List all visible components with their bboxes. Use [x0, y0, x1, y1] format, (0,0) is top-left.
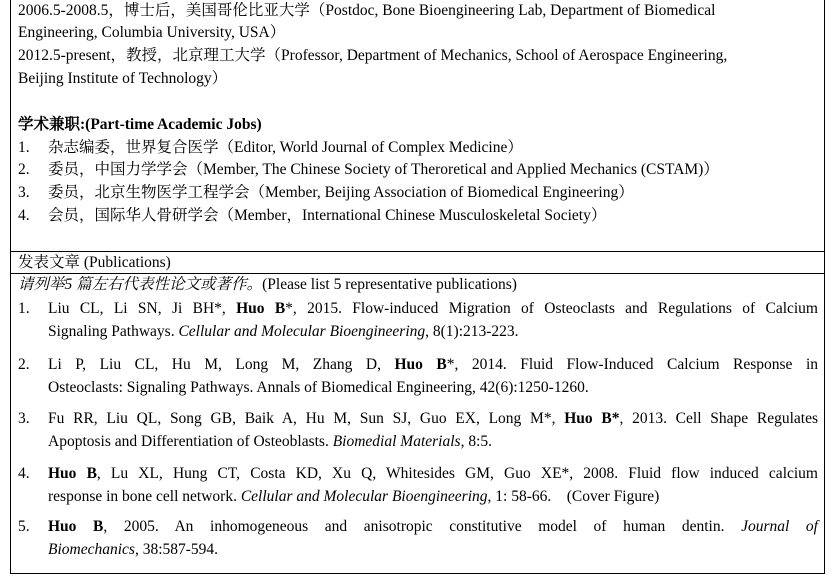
publications-heading: 发表文章 (Publications): [18, 254, 171, 271]
job-item: [18, 138, 523, 158]
publication-item: [48, 462, 818, 508]
citation-text: *, 2014. Fluid Flow-Induced Calcium Response in: [446, 356, 819, 373]
citation-text: , 2005. An inhomogeneous and anisotropic constitutive model of human dentin.: [103, 518, 742, 535]
citation-text: Signaling Pathways.: [48, 323, 179, 340]
citation-text: Osteoclasts: Signaling Pathways. Annals of Biomedical Engineering, 42(6):1250-1260.: [48, 379, 589, 396]
citation-text: , 2013. Cell Shape Regulates: [619, 410, 818, 427]
publication-line-2: [48, 376, 818, 399]
publication-number: 1.: [18, 300, 30, 317]
citation-text: Apoptosis and Differentiation of Osteoblasts.: [48, 433, 333, 450]
citation-details: , 8(1):213-223.: [425, 323, 519, 340]
citation-text: *, 2015. Flow-induced Migration of Osteoclasts and Regulations of Calcium: [285, 300, 818, 317]
job-text: 会员，国际华人骨研学会（Member，International Chinese Musculoskeletal Society）: [48, 207, 607, 224]
citation-details: , 1: 58-66. (Cover Figure): [487, 488, 660, 505]
journal-name: Cellular and Molecular Bioengineering: [240, 488, 488, 505]
publication-line-2: [48, 485, 818, 508]
publication-line-2: [48, 430, 818, 453]
journal-name: Cellular and Molecular Bioengineering: [178, 323, 426, 340]
experience-1-line-1: 2006.5-2008.5，博士后，美国哥伦比亚大学（Postdoc, Bone Bioengineering Lab, Department of Biomedical: [18, 2, 716, 19]
journal-name: Biomedial Materials: [332, 433, 461, 450]
publication-line-1: [48, 353, 818, 376]
author-highlight: Huo B*: [564, 410, 620, 427]
authors: Liu CL, Li SN, Ji BH*,: [48, 300, 237, 317]
author-highlight: Huo B: [236, 300, 286, 317]
job-text: 委员，北京生物医学工程学会（Member, Beijing Association of Biomedical Engineering）: [48, 184, 634, 201]
citation-text: response in bone cell network.: [48, 488, 241, 505]
publications-instruction: [18, 275, 517, 295]
job-number: 4.: [18, 207, 30, 224]
part-time-jobs-heading: 学术兼职:(Part-time Academic Jobs): [18, 116, 262, 133]
publication-number: 2.: [18, 356, 30, 373]
citation-text: , Lu XL, Hung CT, Costa KD, Xu Q, Whitesides GM, Guo XE*, 2008. Fluid flow induced calcium: [96, 465, 818, 482]
journal-name: Journal of: [741, 518, 818, 535]
publication-line-2: [48, 320, 818, 343]
author-highlight: Huo B: [394, 356, 447, 373]
job-text: 杂志编委，世界复合医学（Editor, World Journal of Complex Medicine）: [48, 139, 523, 156]
publication-line-1: [48, 515, 818, 538]
publication-line-1: [48, 407, 818, 430]
author-highlight: Huo B: [48, 465, 97, 482]
publication-item: [48, 353, 818, 399]
authors: Li P, Liu CL, Hu M, Long M, Zhang D,: [48, 356, 395, 373]
cv-table: [10, 0, 825, 574]
job-number: 1.: [18, 139, 30, 156]
publication-number: 4.: [18, 465, 30, 482]
experience-2-line-1: 2012.5-present，教授，北京理工大学（Professor, Department of Mechanics, School of Aerospace Engineering,: [18, 47, 728, 64]
job-item: [18, 160, 719, 180]
publication-line-2: [48, 538, 818, 561]
journal-name: Biomechanics: [48, 541, 135, 558]
experience-2-line-2: Beijing Institute of Technology）: [18, 70, 228, 87]
publication-number: 3.: [18, 410, 30, 427]
publication-item: [48, 515, 818, 561]
job-item: [18, 183, 634, 203]
citation-details: , 8:5.: [460, 433, 493, 450]
instruction-english: (Please list 5 representative publications): [262, 276, 517, 293]
publication-number: 5.: [18, 518, 30, 535]
publication-line-1: [48, 462, 818, 485]
publication-item: [48, 407, 818, 453]
job-number: 2.: [18, 161, 30, 178]
experience-and-jobs-cell: [11, 0, 824, 252]
instruction-chinese: 请列举5 篇左右代表性论文或著作。: [18, 276, 263, 293]
experience-1-line-2: Engineering, Columbia University, USA）: [18, 24, 286, 41]
publication-item: [48, 297, 818, 343]
citation-details: , 38:587-594.: [134, 541, 219, 558]
publications-list-cell: [11, 274, 824, 573]
publications-header-cell: [11, 252, 824, 274]
job-number: 3.: [18, 184, 30, 201]
authors: Fu RR, Liu QL, Song GB, Baik A, Hu M, Sun SJ, Guo EX, Long M*,: [48, 410, 565, 427]
author-highlight: Huo B: [48, 518, 104, 535]
publication-line-1: [48, 297, 818, 320]
job-text: 委员，中国力学学会（Member, The Chinese Society of Theroretical and Applied Mechanics (CSTAM)）: [48, 161, 719, 178]
job-item: [18, 206, 606, 226]
